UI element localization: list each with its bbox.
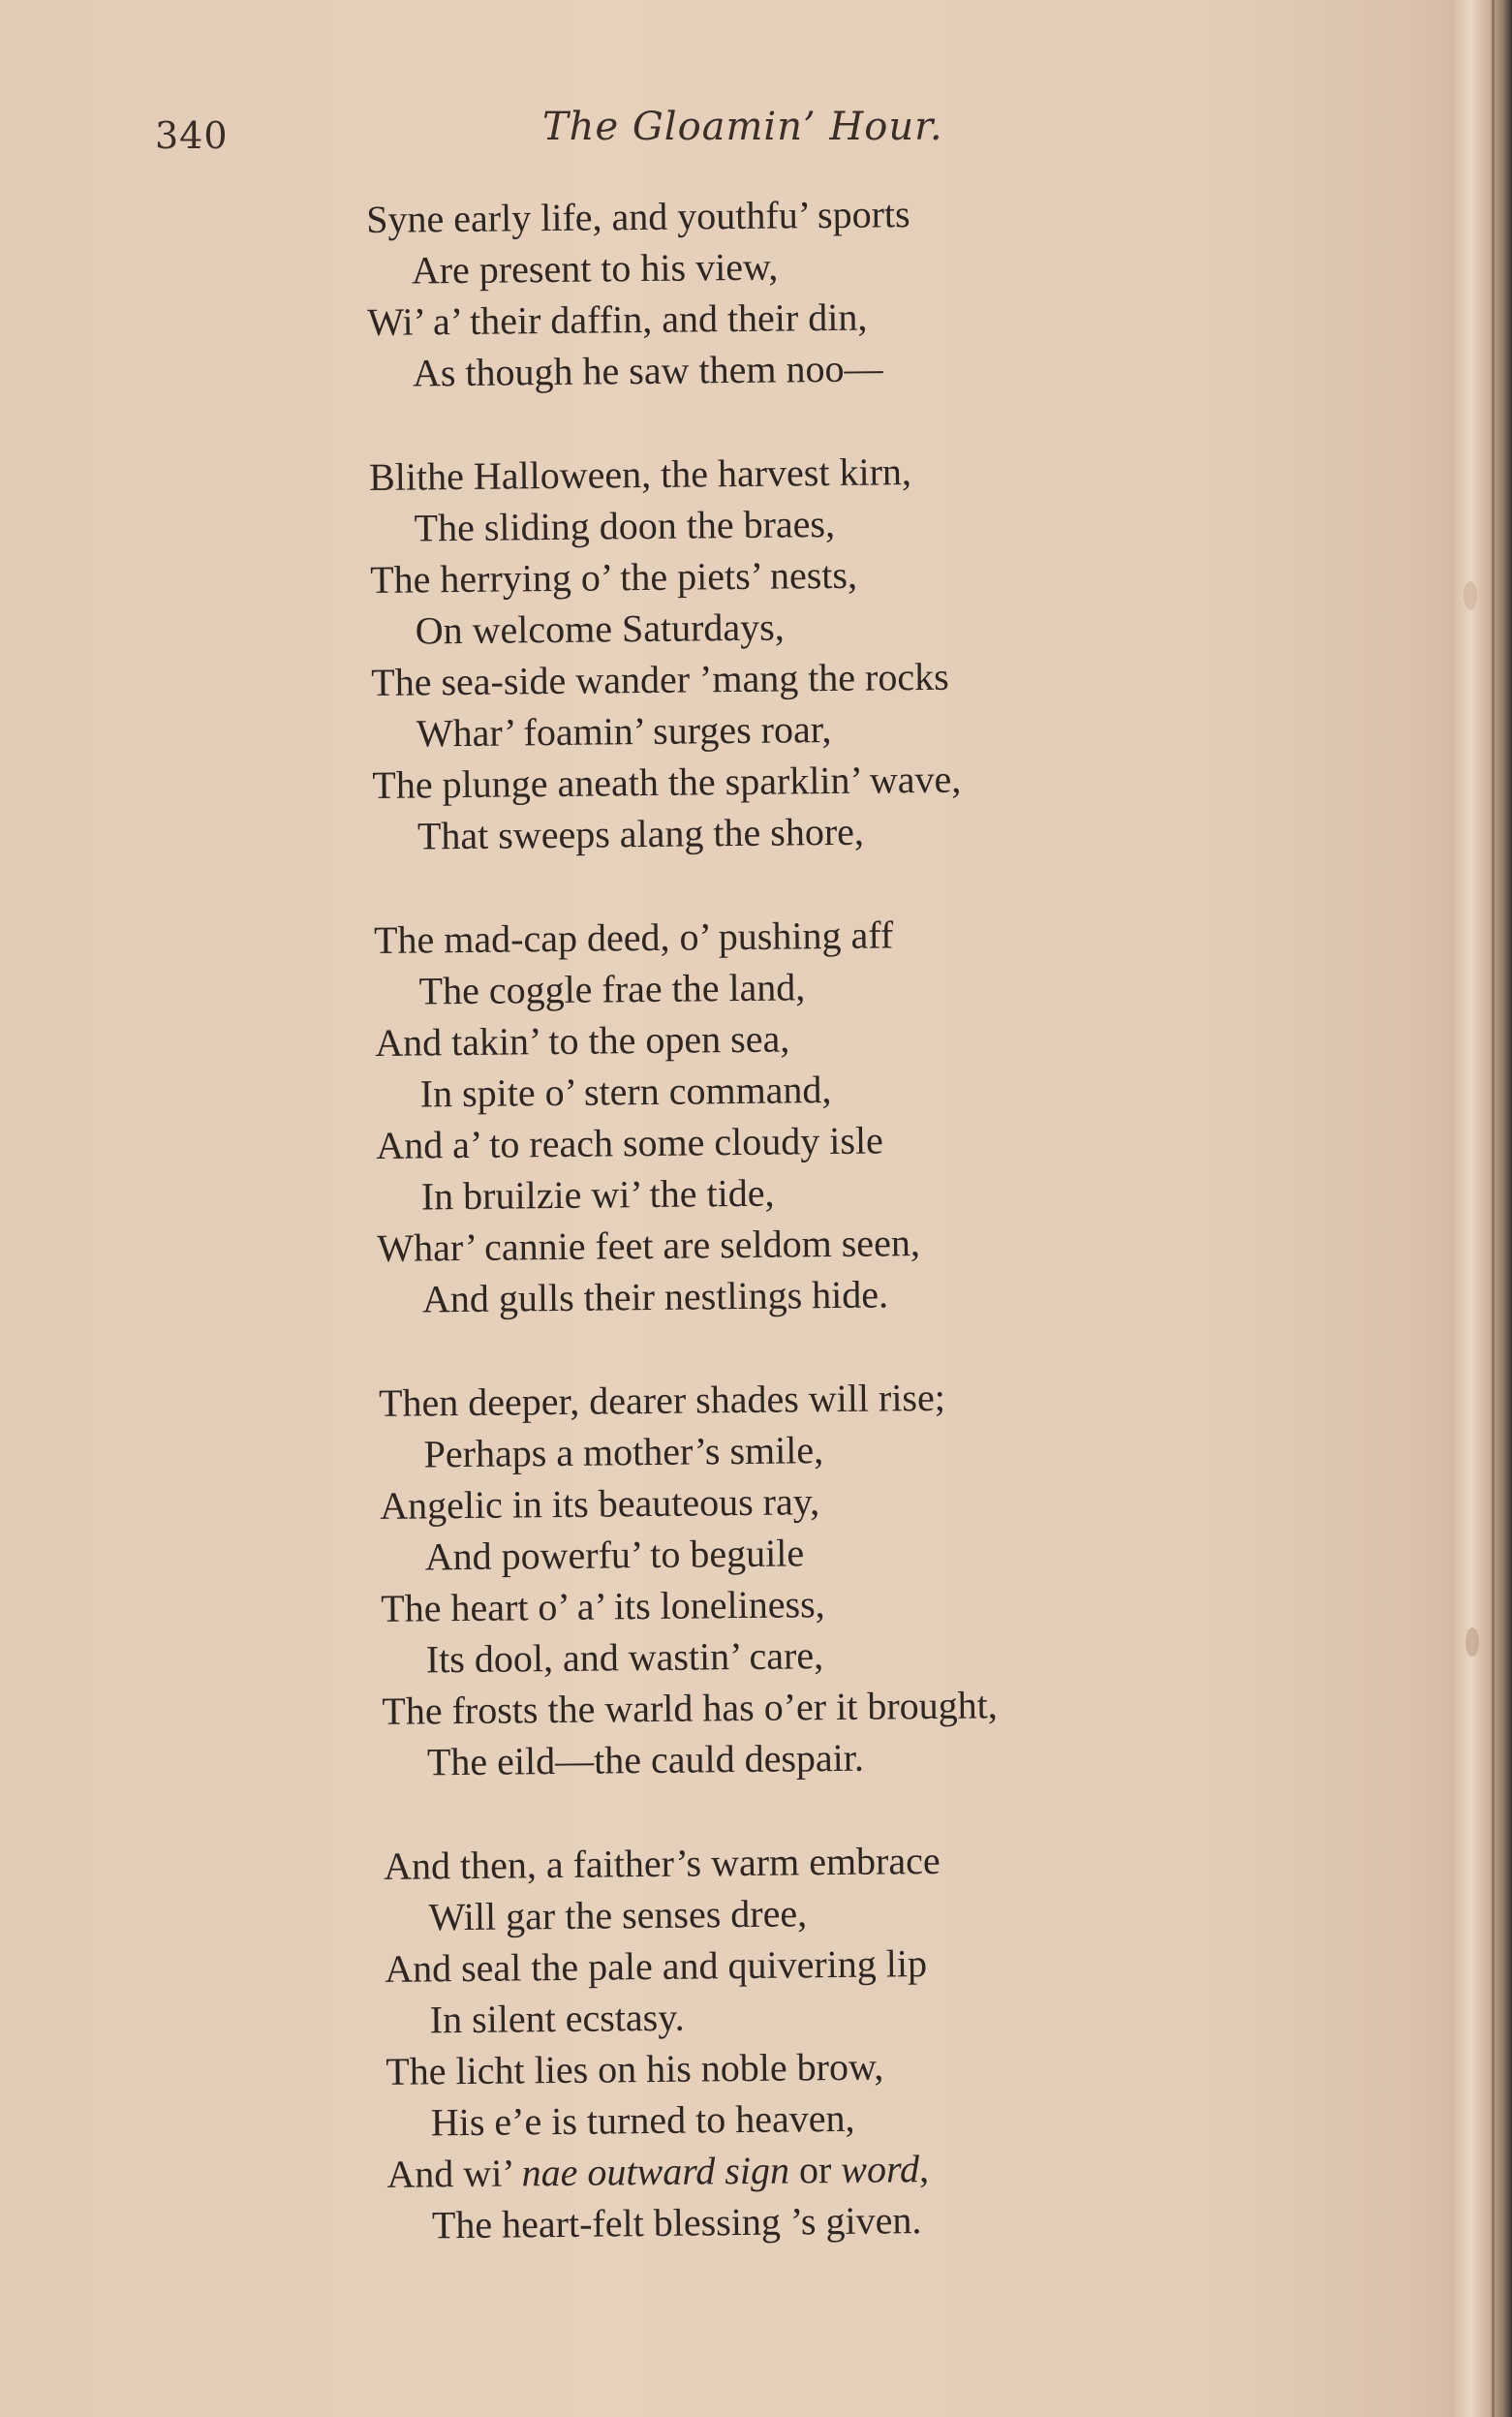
poem-line: As though he saw them noo— xyxy=(412,346,883,395)
poem-line: The heart o’ a’ its loneliness, xyxy=(381,1582,825,1630)
page-header xyxy=(0,105,1453,163)
stanza xyxy=(384,1830,1356,2250)
poem-line: The frosts the warld has o’er it brought, xyxy=(382,1683,998,1733)
paper-stain xyxy=(1464,581,1477,610)
poem-line: The heart-felt blessing ’s given. xyxy=(431,2198,922,2247)
poem-line: And takin’ to the open sea, xyxy=(374,1016,790,1065)
poem-line: And a’ to reach some cloudy isle xyxy=(376,1118,884,1167)
poem-line: The herrying o’ the piets’ nests, xyxy=(369,552,858,602)
running-title: The Gloamin’ Hour. xyxy=(542,105,943,149)
poem-line: Are present to his view, xyxy=(411,244,779,293)
poem-line: Angelic in its beauteous ray, xyxy=(379,1479,820,1528)
line-part: , xyxy=(918,2147,930,2191)
poem-line: Perhaps a mother’s smile, xyxy=(423,1428,824,1476)
poem-body xyxy=(366,184,1357,2304)
poem-line: The mad-cap deed, o’ pushing aff xyxy=(373,913,894,962)
poem-line: Whar’ foamin’ surges roar, xyxy=(416,707,832,756)
poem-line: And seal the pale and quivering lip xyxy=(384,1941,928,1991)
poem-line: And gulls their nestlings hide. xyxy=(421,1272,889,1321)
binding-line xyxy=(1492,0,1495,2417)
page-edge xyxy=(1454,0,1512,2417)
stanza xyxy=(379,1367,1351,1787)
stanza xyxy=(366,184,1337,399)
poem-line: Syne early life, and youthfu’ sports xyxy=(366,192,910,241)
stanza xyxy=(369,442,1342,862)
poem-line: Blithe Halloween, the harvest kirn, xyxy=(368,449,912,499)
poem-line: That sweeps alang the shore, xyxy=(417,809,865,858)
poem-line: Wi’ a’ their daffin, and their din, xyxy=(367,294,868,344)
line-part: or xyxy=(788,2147,842,2192)
poem-line: The coggle frae the land, xyxy=(418,965,806,1013)
poem-line: In bruilzie wi’ the tide, xyxy=(420,1170,775,1219)
poem-line: The plunge aneath the sparklin’ wave, xyxy=(372,757,962,807)
poem-line: Whar’ cannie feet are seldom seen, xyxy=(377,1221,921,1270)
poem-line: In spite o’ stern command, xyxy=(419,1068,832,1116)
stanza xyxy=(374,904,1346,1324)
line-part-italic: nae outward sign xyxy=(521,2148,790,2195)
poem-line: Its dool, and wastin’ care, xyxy=(425,1633,824,1682)
poem-line: The sliding doon the braes, xyxy=(414,501,836,550)
poem-line: Will gar the senses dree, xyxy=(428,1891,808,1939)
poem-line: The licht lies on his noble brow, xyxy=(386,2044,884,2093)
poem-line: The eild—the cauld despair. xyxy=(426,1735,865,1784)
poem-line: On welcome Saturdays, xyxy=(415,604,785,653)
poem-line: And then, a faither’s warm embrace xyxy=(383,1838,941,1888)
poem-line: And powerfu’ to beguile xyxy=(424,1531,805,1579)
paper-stain xyxy=(1466,1627,1479,1657)
page-number: 340 xyxy=(155,114,229,157)
line-part: And wi’ xyxy=(386,2151,522,2196)
poem-line: His e’e is turned to heaven, xyxy=(430,2095,855,2145)
poem-line: Then deeper, dearer shades will rise; xyxy=(378,1375,946,1425)
poem-line: In silent ecstasy. xyxy=(429,1995,685,2042)
poem-line: The sea-side wander ’mang the rocks xyxy=(371,654,949,704)
line-part-italic: word xyxy=(841,2147,920,2191)
